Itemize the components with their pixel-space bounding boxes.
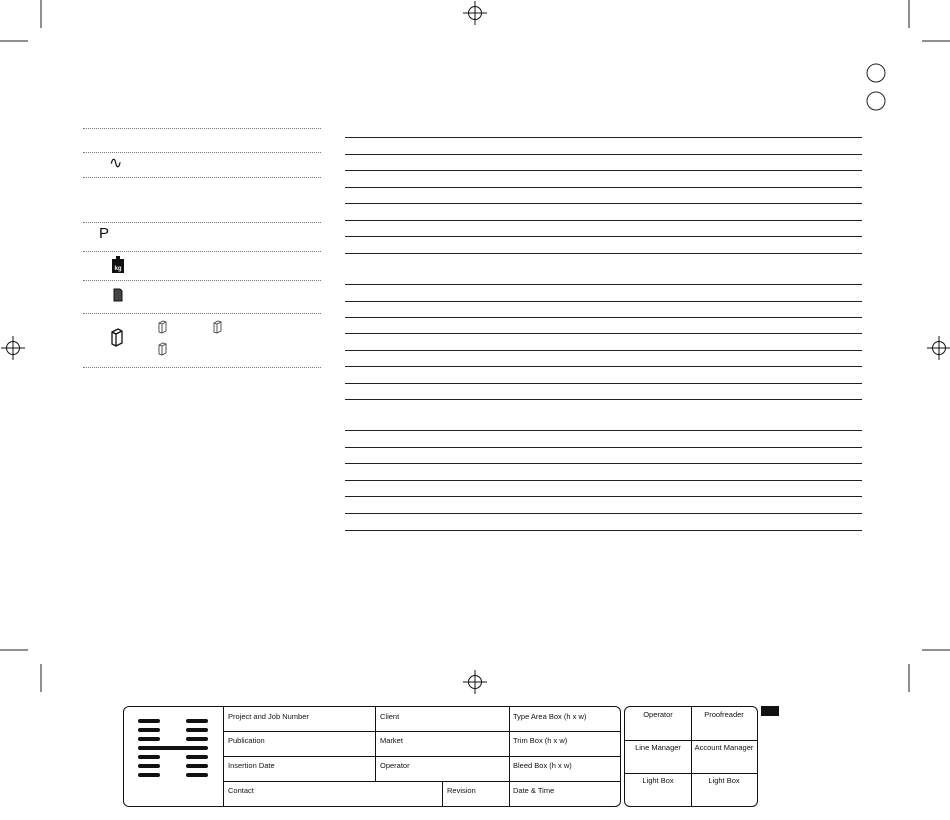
- color-swatch: [761, 706, 779, 716]
- job-ticket: [123, 706, 621, 807]
- table-rule: [345, 187, 862, 188]
- dotted-rule: [83, 222, 321, 223]
- table-rule: [345, 430, 862, 431]
- box-small-icon: [158, 341, 168, 356]
- publication-field-label: Publication: [228, 736, 265, 745]
- dotted-rule: [83, 177, 321, 178]
- table-rule: [345, 399, 862, 400]
- registration-mark-top: [463, 1, 487, 25]
- type-area-field-label: Type Area Box (h x w): [513, 712, 587, 721]
- table-rule: [345, 284, 862, 285]
- plug-p-icon: P: [99, 225, 110, 242]
- table-rule: [345, 236, 862, 237]
- kg-label: kg: [114, 266, 122, 272]
- dotted-rule: [83, 128, 321, 129]
- box-icon: [110, 327, 124, 347]
- date-time-field-label: Date & Time: [513, 786, 555, 795]
- table-rule: [345, 333, 862, 334]
- table-rule: [345, 480, 862, 481]
- table-rule: [345, 463, 862, 464]
- operator-field-label: Operator: [380, 761, 410, 770]
- dotted-rule: [83, 367, 321, 368]
- table-rule: [345, 383, 862, 384]
- account-manager-signoff-label: Account Manager: [694, 743, 754, 752]
- dotted-rule: [83, 251, 321, 252]
- table-rule: [345, 530, 862, 531]
- table-rule: [345, 154, 862, 155]
- dotted-rule: [83, 313, 321, 314]
- registration-mark-right: [927, 336, 950, 360]
- table-rule: [345, 317, 862, 318]
- revision-field-label: Revision: [447, 786, 476, 795]
- dotted-rule: [83, 152, 321, 153]
- bleed-box-field-label: Bleed Box (h x w): [513, 761, 572, 770]
- box-small-icon: [213, 319, 223, 334]
- table-rule: [345, 447, 862, 448]
- table-rule: [345, 137, 862, 138]
- registration-mark-left: [1, 336, 25, 360]
- ac-power-icon: ∿: [109, 155, 123, 172]
- client-field-label: Client: [380, 712, 400, 721]
- insertion-date-field-label: Insertion Date: [228, 761, 275, 770]
- line-manager-signoff-label: Line Manager: [635, 743, 681, 752]
- market-field-label: Market: [380, 736, 403, 745]
- table-rule: [345, 203, 862, 204]
- trim-box-field-label: Trim Box (h x w): [513, 736, 568, 745]
- proofreader-signoff-label: Proofreader: [704, 710, 744, 719]
- table-rule: [345, 170, 862, 171]
- contact-field-label: Contact: [228, 786, 254, 795]
- dotted-rule: [83, 280, 321, 281]
- page-indicator-circles: [865, 63, 887, 115]
- table-rule: [345, 496, 862, 497]
- table-rule: [345, 350, 862, 351]
- logo-mark: [136, 719, 212, 781]
- box-small-icon: [158, 319, 168, 334]
- table-rule: [345, 220, 862, 221]
- table-rule: [345, 513, 862, 514]
- registration-mark-bottom: [463, 670, 487, 694]
- approval-card: [624, 706, 758, 807]
- light-box-signoff-label: Light Box: [708, 776, 740, 785]
- sheet-icon: [113, 288, 123, 302]
- operator-signoff-label: Operator: [643, 710, 673, 719]
- table-rule: [345, 301, 862, 302]
- light-box-signoff-label: Light Box: [642, 776, 674, 785]
- weight-kg-icon: [111, 256, 125, 274]
- table-rule: [345, 366, 862, 367]
- project-field-label: Project and Job Number: [228, 712, 309, 721]
- table-rule: [345, 253, 862, 254]
